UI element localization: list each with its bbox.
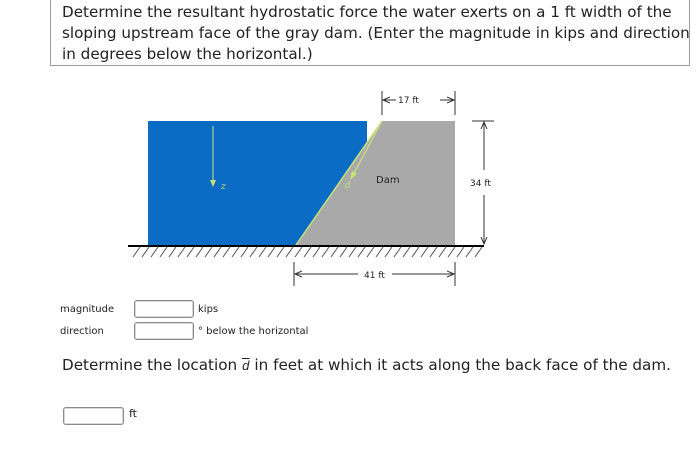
hatch-mark bbox=[196, 247, 203, 257]
hatch-mark bbox=[430, 247, 437, 257]
hatch-mark bbox=[241, 247, 248, 257]
hatch-mark bbox=[304, 247, 311, 257]
question-2-text bbox=[62, 355, 692, 377]
hatch-mark bbox=[376, 247, 383, 257]
location-unit: ft bbox=[129, 407, 137, 420]
direction-unit: ° below the horizontal bbox=[198, 326, 309, 337]
hatch-mark bbox=[349, 247, 356, 257]
hatch-mark bbox=[259, 247, 266, 257]
question-2-text-before: Determine the location bbox=[62, 356, 238, 374]
question-1-text: Determine the resultant hydrostatic force the water exerts on a 1 ft width of the sloping upstream face of the gray dam. (Enter the magnitude in kips and direction in degrees below the horizontal.) bbox=[62, 3, 690, 63]
hatch-mark bbox=[214, 247, 221, 257]
hatch-mark bbox=[412, 247, 419, 257]
top-dim-label: 17 ft bbox=[398, 96, 419, 106]
ground-hatch bbox=[133, 247, 482, 257]
magnitude-unit: kips bbox=[198, 304, 219, 315]
hatch-mark bbox=[169, 247, 176, 257]
hatch-mark bbox=[475, 247, 482, 257]
hatch-mark bbox=[322, 247, 329, 257]
hatch-mark bbox=[331, 247, 338, 257]
hatch-mark bbox=[142, 247, 149, 257]
hatch-mark bbox=[421, 247, 428, 257]
hatch-mark bbox=[367, 247, 374, 257]
hatch-mark bbox=[358, 247, 365, 257]
hatch-mark bbox=[340, 247, 347, 257]
location-input[interactable] bbox=[63, 407, 124, 425]
height-dim-label: 34 ft bbox=[470, 179, 491, 189]
hatch-mark bbox=[268, 247, 275, 257]
question-2-text-after: in feet at which it acts along the back face of the dam. bbox=[254, 356, 671, 374]
hatch-mark bbox=[286, 247, 293, 257]
hatch-mark bbox=[151, 247, 158, 257]
hatch-mark bbox=[250, 247, 257, 257]
hatch-mark bbox=[439, 247, 446, 257]
hatch-mark bbox=[160, 247, 167, 257]
hatch-mark bbox=[394, 247, 401, 257]
hatch-mark bbox=[403, 247, 410, 257]
hatch-mark bbox=[448, 247, 455, 257]
hatch-mark bbox=[232, 247, 239, 257]
hatch-mark bbox=[178, 247, 185, 257]
direction-label: direction bbox=[60, 326, 104, 337]
magnitude-label: magnitude bbox=[60, 304, 115, 315]
z-label: z bbox=[221, 182, 226, 192]
hatch-mark bbox=[457, 247, 464, 257]
hatch-mark bbox=[133, 247, 140, 257]
direction-input[interactable] bbox=[134, 322, 194, 340]
bottom-dim-label: 41 ft bbox=[364, 271, 385, 281]
magnitude-input[interactable] bbox=[134, 300, 194, 318]
hatch-mark bbox=[205, 247, 212, 257]
hatch-mark bbox=[385, 247, 392, 257]
d-bar-symbol: $\overline{d}$ bbox=[241, 359, 250, 373]
hatch-mark bbox=[466, 247, 473, 257]
dam-label: Dam bbox=[376, 175, 400, 186]
hatch-mark bbox=[295, 247, 302, 257]
hatch-mark bbox=[223, 247, 230, 257]
hatch-mark bbox=[313, 247, 320, 257]
hatch-mark bbox=[277, 247, 284, 257]
d-label: d bbox=[345, 181, 351, 191]
hatch-mark bbox=[187, 247, 194, 257]
